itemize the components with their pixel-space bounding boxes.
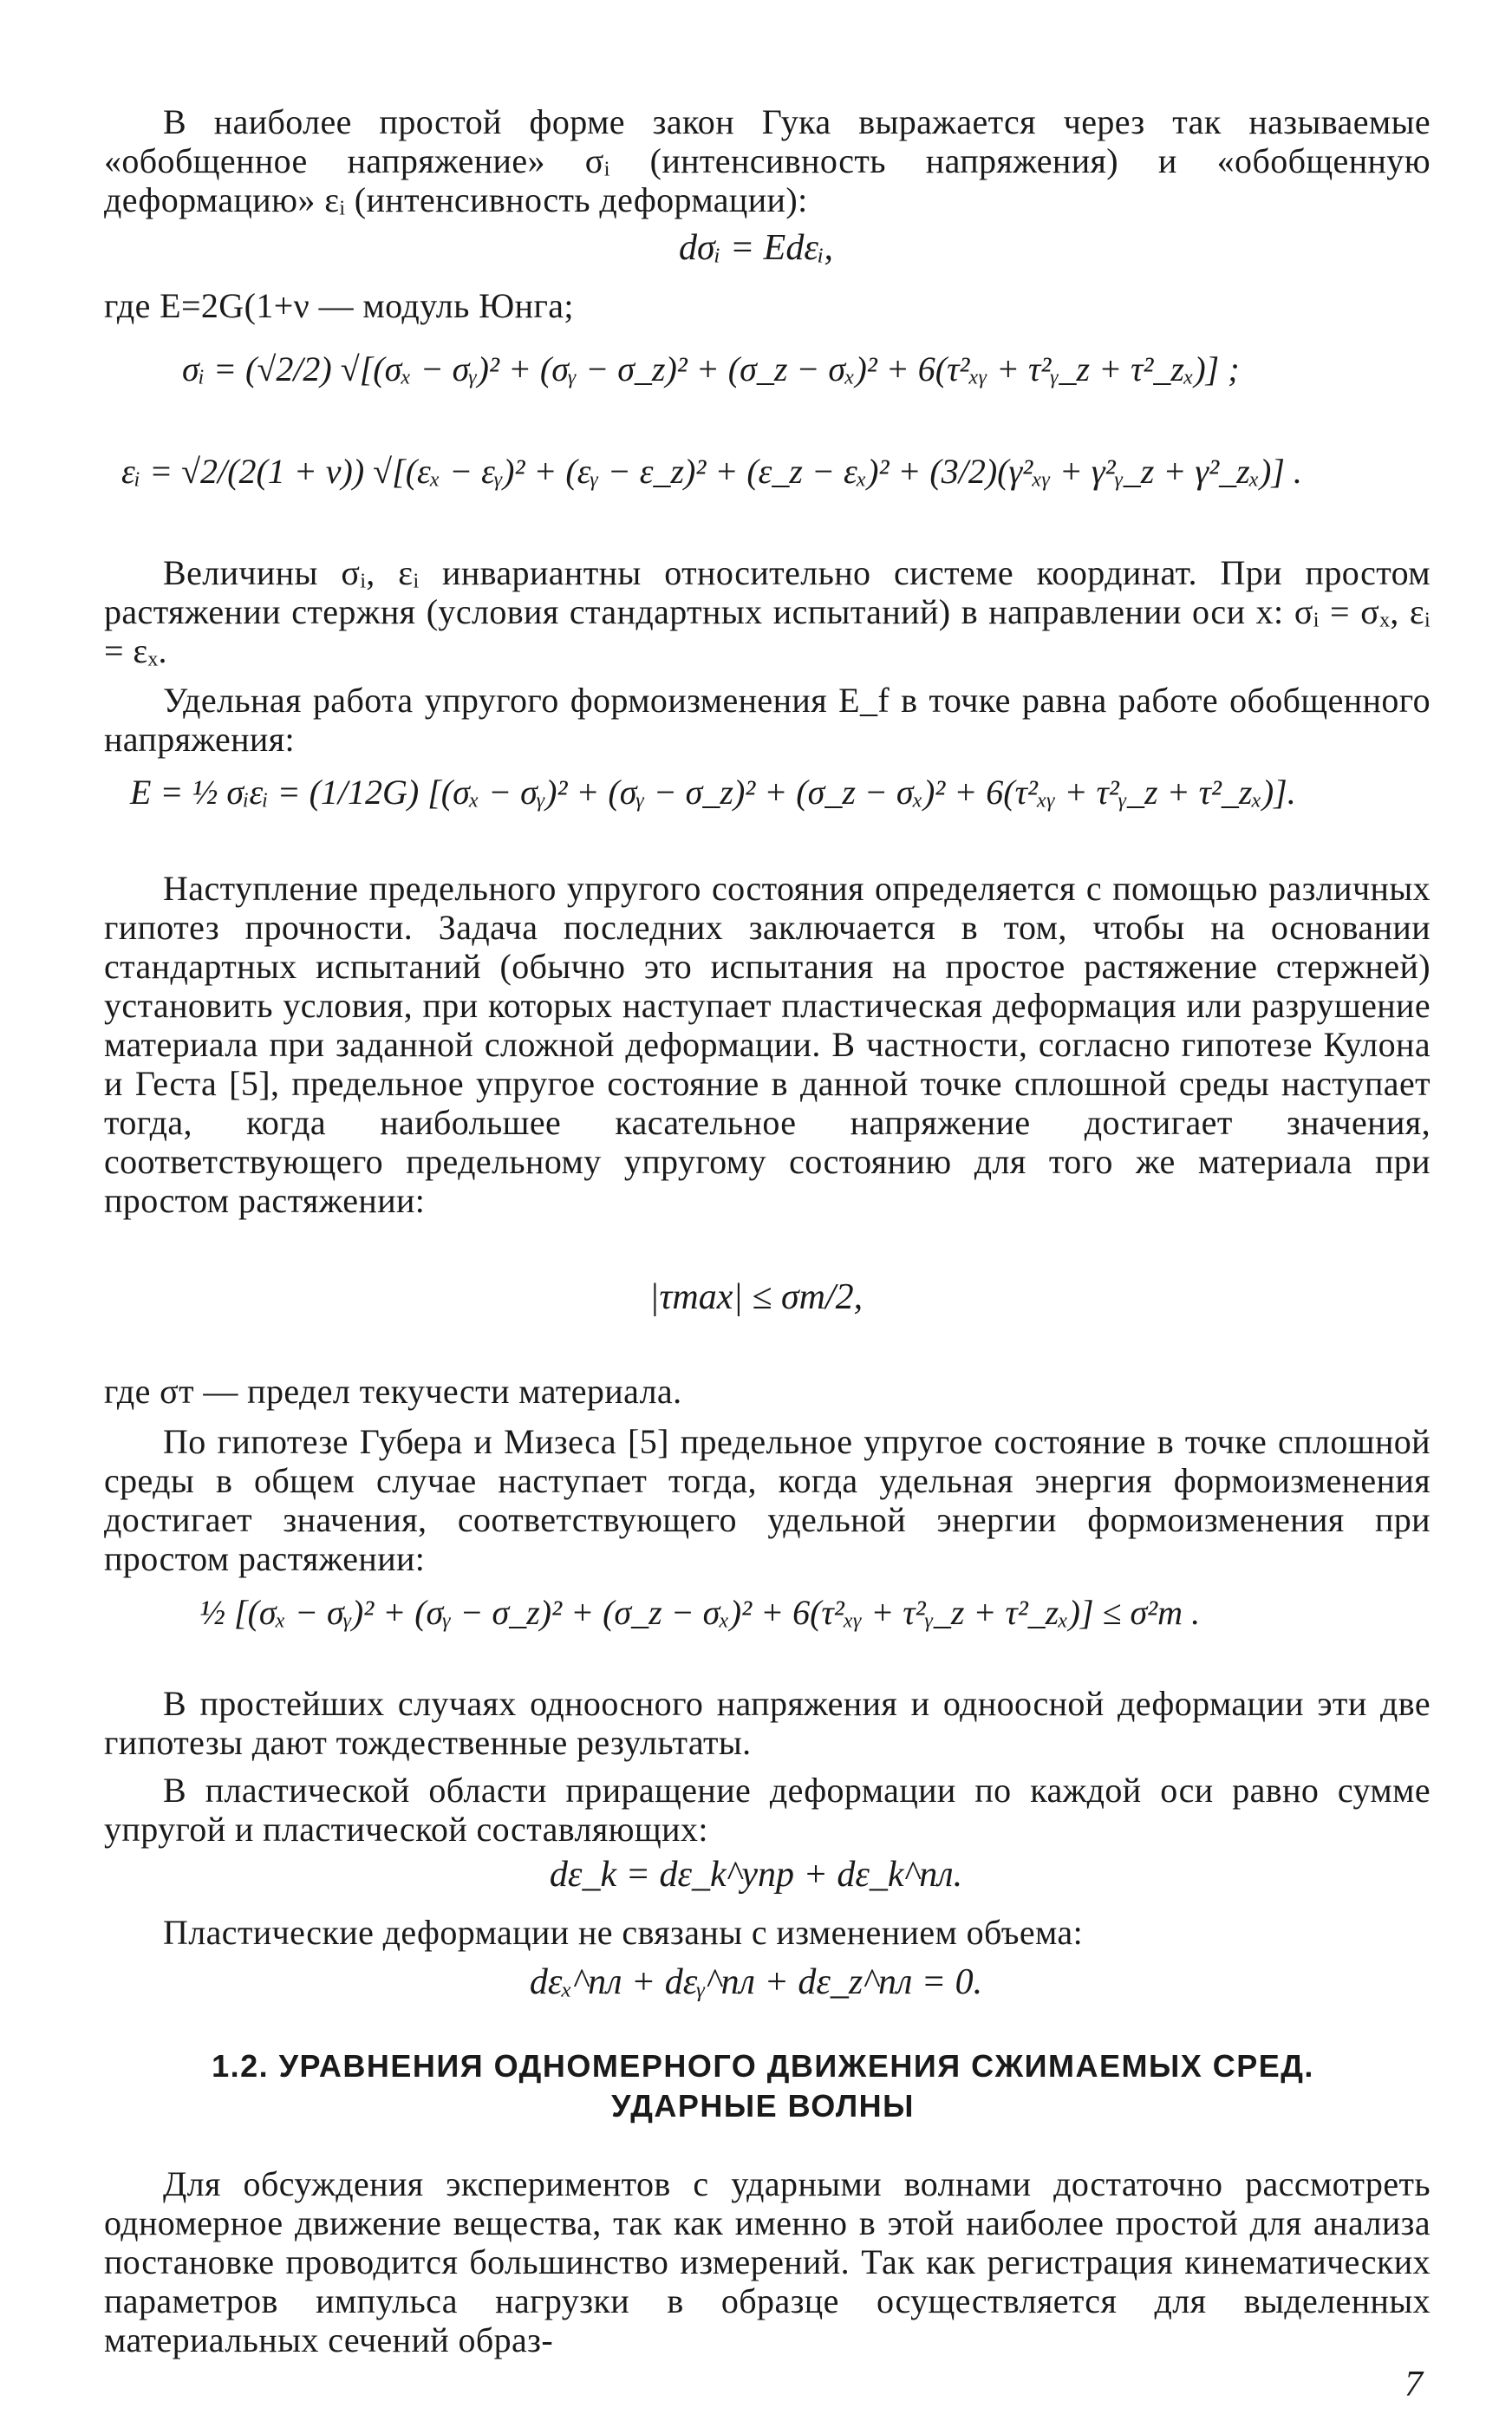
equation-sigma-i: σᵢ = (√2/2) √[(σₓ − σᵧ)² + (σᵧ − σ_z)² + (σ_z − σₓ)² + 6(τ²ₓᵧ + τ²ᵧ_z + τ²_zₓ)] ; xyxy=(182,349,1240,388)
paragraph-plastic-region: В пластической области приращение деформации по каждой оси равно сумме упругой и пластической составляющих: xyxy=(104,1771,1431,1849)
equation-strain-increment: dε_k = dε_k^упр + dε_k^пл. xyxy=(549,1855,963,1895)
paragraph-hooke-law: В наиболее простой форме закон Гука выражается через так называемые «обобщенное напряжение» σᵢ (интенсивность напряжения) и «обобщенную деформацию» εᵢ (интенсивность деформации): xyxy=(104,102,1431,219)
equation-mises: ½ [(σₓ − σᵧ)² + (σᵧ − σ_z)² + (σ_z − σₓ)² + 6(τ²ₓᵧ + τ²ᵧ_z + τ²_zₓ)] ≤ σ²т . xyxy=(199,1593,1201,1632)
paragraph-uniaxial: В простейших случаях одноосного напряжения и одноосной деформации эти две гипотезы дают тождественные результаты. xyxy=(104,1684,1431,1762)
page-number: 7 xyxy=(1404,2365,1423,2405)
paragraph-mises: По гипотезе Губера и Мизеса [5] предельное упругое состояние в точке сплошной среды в общем случае наступает тогда, когда удельная энергия формоизменения достигает значения, соответствующего удельной энергии формоизменения при простом растяжении: xyxy=(104,1422,1431,1578)
paragraph-young-modulus: где E=2G(1+ν — модуль Юнга; xyxy=(104,286,574,325)
equation-specific-energy: E = ½ σᵢεᵢ = (1/12G) [(σₓ − σᵧ)² + (σᵧ − σ_z)² + (σ_z − σₓ)² + 6(τ²ₓᵧ + τ²ᵧ_z + τ²_zₓ)]. xyxy=(130,773,1296,812)
paragraph-one-dimensional: Для обсуждения экспериментов с ударными волнами достаточно рассмотреть одномерное движение вещества, так как именно в этой наиболее простой для анализа постановке проводится большинство измерений. Так как регистрация кинематических параметров импульса нагрузки в образце осуществляется для выделенных материальных сечений образ- xyxy=(104,2164,1431,2359)
equation-hooke: dσᵢ = Edεᵢ, xyxy=(678,228,834,268)
equation-tresca: |τmax| ≤ σт/2, xyxy=(648,1277,864,1317)
paragraph-specific-work: Удельная работа упругого формоизменения E_f в точке равна работе обобщенного напряжения: xyxy=(104,681,1431,759)
paragraph-volume: Пластические деформации не связаны с изменением объема: xyxy=(163,1913,1084,1952)
paragraph-yield-limit: где σт — предел текучести материала. xyxy=(104,1372,682,1411)
paragraph-invariants: Величины σᵢ, εᵢ инвариантны относительно системе координат. При простом растяжении стержня (условия стандартных испытаний) в направлении оси x: σᵢ = σₓ, εᵢ = εₓ. xyxy=(104,553,1431,670)
paragraph-strength-hypotheses: Наступление предельного упругого состояния определяется с помощью различных гипотез прочности. Задача последних заключается в том, чтобы на основании стандартных испытаний (обычно это испытания на простое растяжение стержней) установить условия, при которых наступает пластическая деформация или разрушение материала при заданной сложной деформации. В частности, согласно гипотезе Кулона и Геста [5], предельное упругое состояние в данной точке сплошной среды наступает тогда, когда наибольшее касательное напряжение достигает значения, соответствующего предельному упругому состоянию для того же материала при простом растяжении: xyxy=(104,869,1431,1220)
equation-incompressibility: dεₓ^пл + dεᵧ^пл + dε_z^пл = 0. xyxy=(529,1962,983,2002)
equation-epsilon-i: εᵢ = √2/(2(1 + ν)) √[(εₓ − εᵧ)² + (εᵧ − ε_z)² + (ε_z − εₓ)² + (3/2)(γ²ₓᵧ + γ²ᵧ_z + γ²_zₓ)] . xyxy=(121,452,1302,491)
section-heading: 1.2. УРАВНЕНИЯ ОДНОМЕРНОГО ДВИЖЕНИЯ СЖИМАЕМЫХ СРЕД. УДАРНЫЕ ВОЛНЫ xyxy=(212,2048,1314,2124)
